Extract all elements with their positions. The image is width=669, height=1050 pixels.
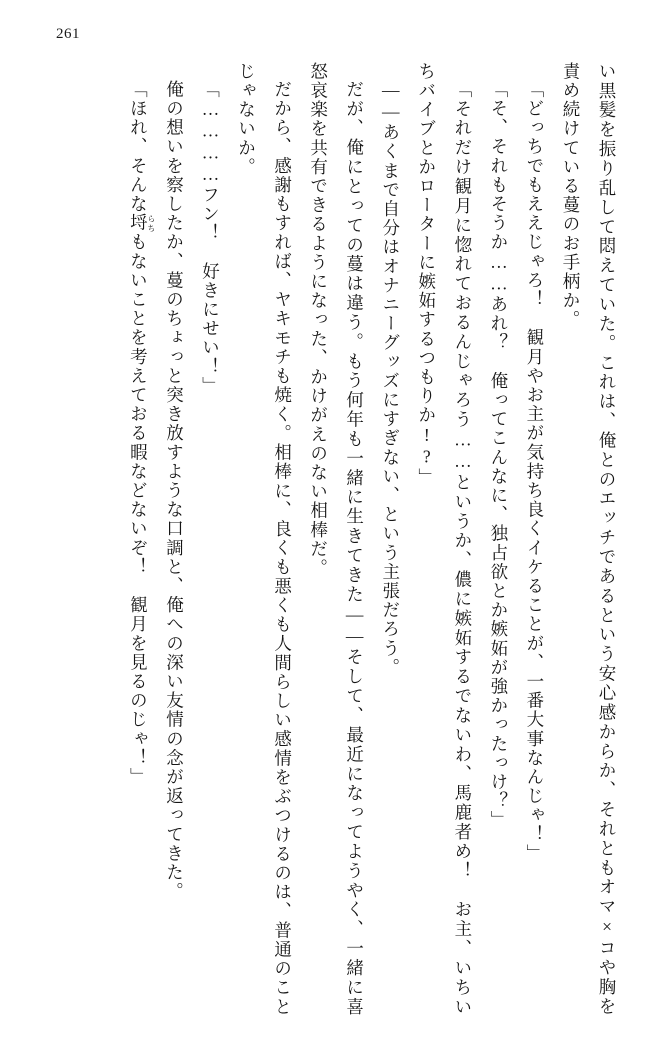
- paragraph: 俺の想いを察したか、蔓のちょっと突き放すような口調と、俺への深い友情の念が返ってきた。: [164, 79, 185, 901]
- paragraph: い黒髪を振り乱して悶えていた。これは、俺とのエッチであるという安心感からか、それともオマ×コや胸を責め続けている蔓のお手柄か。: [560, 62, 617, 1016]
- page-number: 261: [56, 26, 80, 42]
- paragraph: 「…………フン！ 好きにせい！」: [200, 79, 221, 396]
- paragraph: 「そ、それもそうか……あれ？ 俺ってこんなに、独占欲とか嫉妬が強かったっけ？」: [488, 79, 509, 830]
- page-body-text: [46, 62, 625, 1016]
- paragraph: 「どっちでもええじゃろ！ 観月やお主が気持ち良くイケることが、一番大事なんじゃ！」: [524, 79, 545, 863]
- paragraph: 「ほれ、そんな埒らちもないことを考えておる暇などないぞ！ 観月を見るのじゃ！」: [128, 79, 156, 787]
- paragraph: ――あくまで自分はオナニーグッズにすぎない、という主張だろう。: [380, 79, 401, 677]
- paragraph: 「それだけ観月に惚れておるんじゃろう……というか、儂に嫉妬するでないわ、馬鹿者め！ お主、いちいちバイブとかローターに嫉妬するつもりか!?」: [416, 62, 473, 1016]
- paragraph: だが、俺にとっての蔓は違う。もう何年も一緒に生きてきた――そして、最近になってようやく、一緒に喜怒哀楽を共有できるようになった、かけがえのない相棒だ。: [308, 62, 365, 1016]
- paragraph: だから、感謝もすれば、ヤキモチも焼く。相棒に、良くも悪くも人間らしい感情をぶつけるのは、普通のことじゃないか。: [236, 62, 293, 1016]
